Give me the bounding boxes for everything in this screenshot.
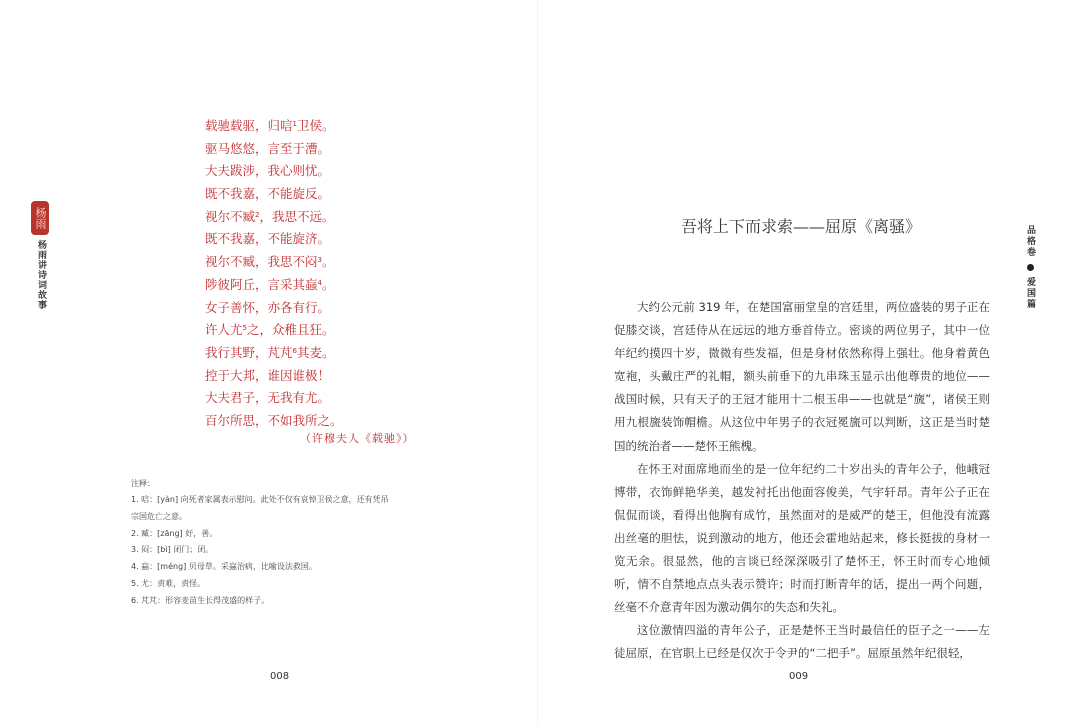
book-title-vertical: 杨雨讲诗词故事 <box>36 240 46 310</box>
side-label-volume: 品格卷 <box>1025 225 1035 258</box>
footnote-marker: 4 <box>317 278 322 287</box>
bullet-dot-icon <box>1027 264 1034 271</box>
poem-line-text-after: 之，众稚且狂。 <box>246 322 335 338</box>
footnote-marker: 5 <box>242 324 247 333</box>
note-line: 4. 蝱：[méng] 贝母草。采蝱治病，比喻设法救国。 <box>131 562 317 572</box>
poem-line-text: 视尔不臧 <box>205 208 256 224</box>
poem-line <box>205 160 445 183</box>
poem-line-text-after: 。 <box>321 276 335 292</box>
notes-list <box>131 492 431 610</box>
poem-line-text: 陟彼阿丘，言采其蝱 <box>205 276 318 292</box>
body-paragraph: 大约公元前 319 年，在楚国富丽堂皇的宫廷里，两位盛装的男子正在促膝交谈，宫廷侍从在远远的地方垂首侍立。密谈的两位男子，其中一位年纪约摸四十岁，微微有些发福，但是身材依然称得上强壮。他身着黄色宽袍，头戴庄严的礼帽，额头前垂下的九串珠玉显示出他尊贵的地位——战国时候，只有天子的王冠才能用十二根玉串——也就是“旒”，诸侯王则用九根旒装饰帽檐。从这位中年男子的衣冠冕旒可以判断，这正是当时楚国的统治者——楚怀王熊槐。 <box>614 300 990 453</box>
footnote-marker: 3 <box>317 256 322 265</box>
poem-line-text: 许人尤 <box>205 322 243 338</box>
body-paragraph: 在怀王对面席地而坐的是一位年纪约二十岁出头的青年公子，他峨冠博带，衣饰鲜艳华美，越发衬托出他面容俊美，气宇轩昂。青年公子正在侃侃而谈，看得出他胸有成竹，虽然面对的是威严的楚王，但他没有流露出丝毫的胆怯，说到激动的地方，他还会霍地站起来，修长挺拔的身材一览无余。很显然，他的言谈已经深深吸引了楚怀王，怀王时而专心地倾听，情不自禁地点点头表示赞许；时而打断青年的话，提出一两个问题，丝毫不介意青年因为激动偶尔的失态和失礼。 <box>614 461 990 615</box>
note-line: 宗国危亡之意。 <box>131 511 187 521</box>
note-line: 3. 闷：[bì] 闭门；闭。 <box>131 545 214 555</box>
poem-line <box>205 387 445 410</box>
poem-line <box>205 319 445 342</box>
poem-line-text: 既不我嘉，不能旋反。 <box>205 186 331 202</box>
notes-heading: 注释： <box>131 479 155 488</box>
poem-line-text-after: 。 <box>321 254 335 270</box>
poem-source: （许穆夫人《载驰》） <box>300 432 415 445</box>
footnote-marker: 6 <box>292 346 297 355</box>
section-side-label <box>1025 225 1037 310</box>
notes-block <box>131 475 431 610</box>
poem-line-text: 视尔不臧，我思不闷 <box>205 254 318 270</box>
poem-line <box>205 228 445 251</box>
note-line: 6. 芃芃：形容麦苗生长得茂盛的样子。 <box>131 595 270 605</box>
seal-stamp-icon: 杨雨 <box>31 201 49 235</box>
page-number-left: 008 <box>270 671 290 682</box>
poem-line <box>205 183 445 206</box>
poem-line-text-after: 卫侯。 <box>296 118 335 133</box>
poem-line-text: 载驰载驱，归唁 <box>205 118 293 133</box>
poem-line-text: 控于大邦，谁因谁极！ <box>205 367 331 383</box>
poem-line-text: 驱马悠悠，言至于漕。 <box>205 140 331 156</box>
poem-line <box>205 138 445 161</box>
chapter-title: 吾将上下而求索——屈原《离骚》 <box>681 217 922 236</box>
poem-line-text: 大夫跋涉，我心则忧。 <box>205 163 331 179</box>
poem-block <box>205 115 445 433</box>
spread-gutter <box>537 0 538 725</box>
body-paragraph: 这位激情四溢的青年公子，正是楚怀王当时最信任的臣子之一——左徒屈原，在官职上已经是仅次于令尹的“二把手”。屈原虽然年纪很轻， <box>614 623 990 661</box>
note-line: 5. 尤：责难，责怪。 <box>131 578 206 588</box>
poem-line-text: 大夫君子，无我有尤。 <box>205 390 331 406</box>
footnote-marker: 2 <box>255 210 260 219</box>
note-line: 2. 臧：[zāng] 好，善。 <box>131 528 218 538</box>
poem-line <box>205 274 445 297</box>
note-line: 1. 唁：[yàn] 向死者家属表示慰问。此处不仅有哀悼卫侯之意，还有凭吊 <box>131 495 389 504</box>
poem-line <box>205 297 445 320</box>
poem-line <box>205 365 445 388</box>
poem-line <box>205 115 445 138</box>
poem-line <box>205 342 445 365</box>
poem-line-text: 我行其野，芃芃 <box>205 344 293 360</box>
poem-line <box>205 206 445 229</box>
page-number-right: 009 <box>789 671 809 682</box>
poem-line-text: 既不我嘉，不能旋济。 <box>205 231 331 247</box>
poem-line-text: 女子善怀，亦各有行。 <box>205 299 331 315</box>
footnote-marker: 1 <box>292 120 297 128</box>
poem-line <box>205 251 445 274</box>
side-label-section: 爱国篇 <box>1025 277 1035 310</box>
poem-line-text: 百尔所思，不如我所之。 <box>205 412 343 428</box>
poem-line-text-after: ，我思不远。 <box>259 208 335 224</box>
poem-line-text-after: 其麦。 <box>296 344 335 360</box>
body-text <box>614 296 990 666</box>
